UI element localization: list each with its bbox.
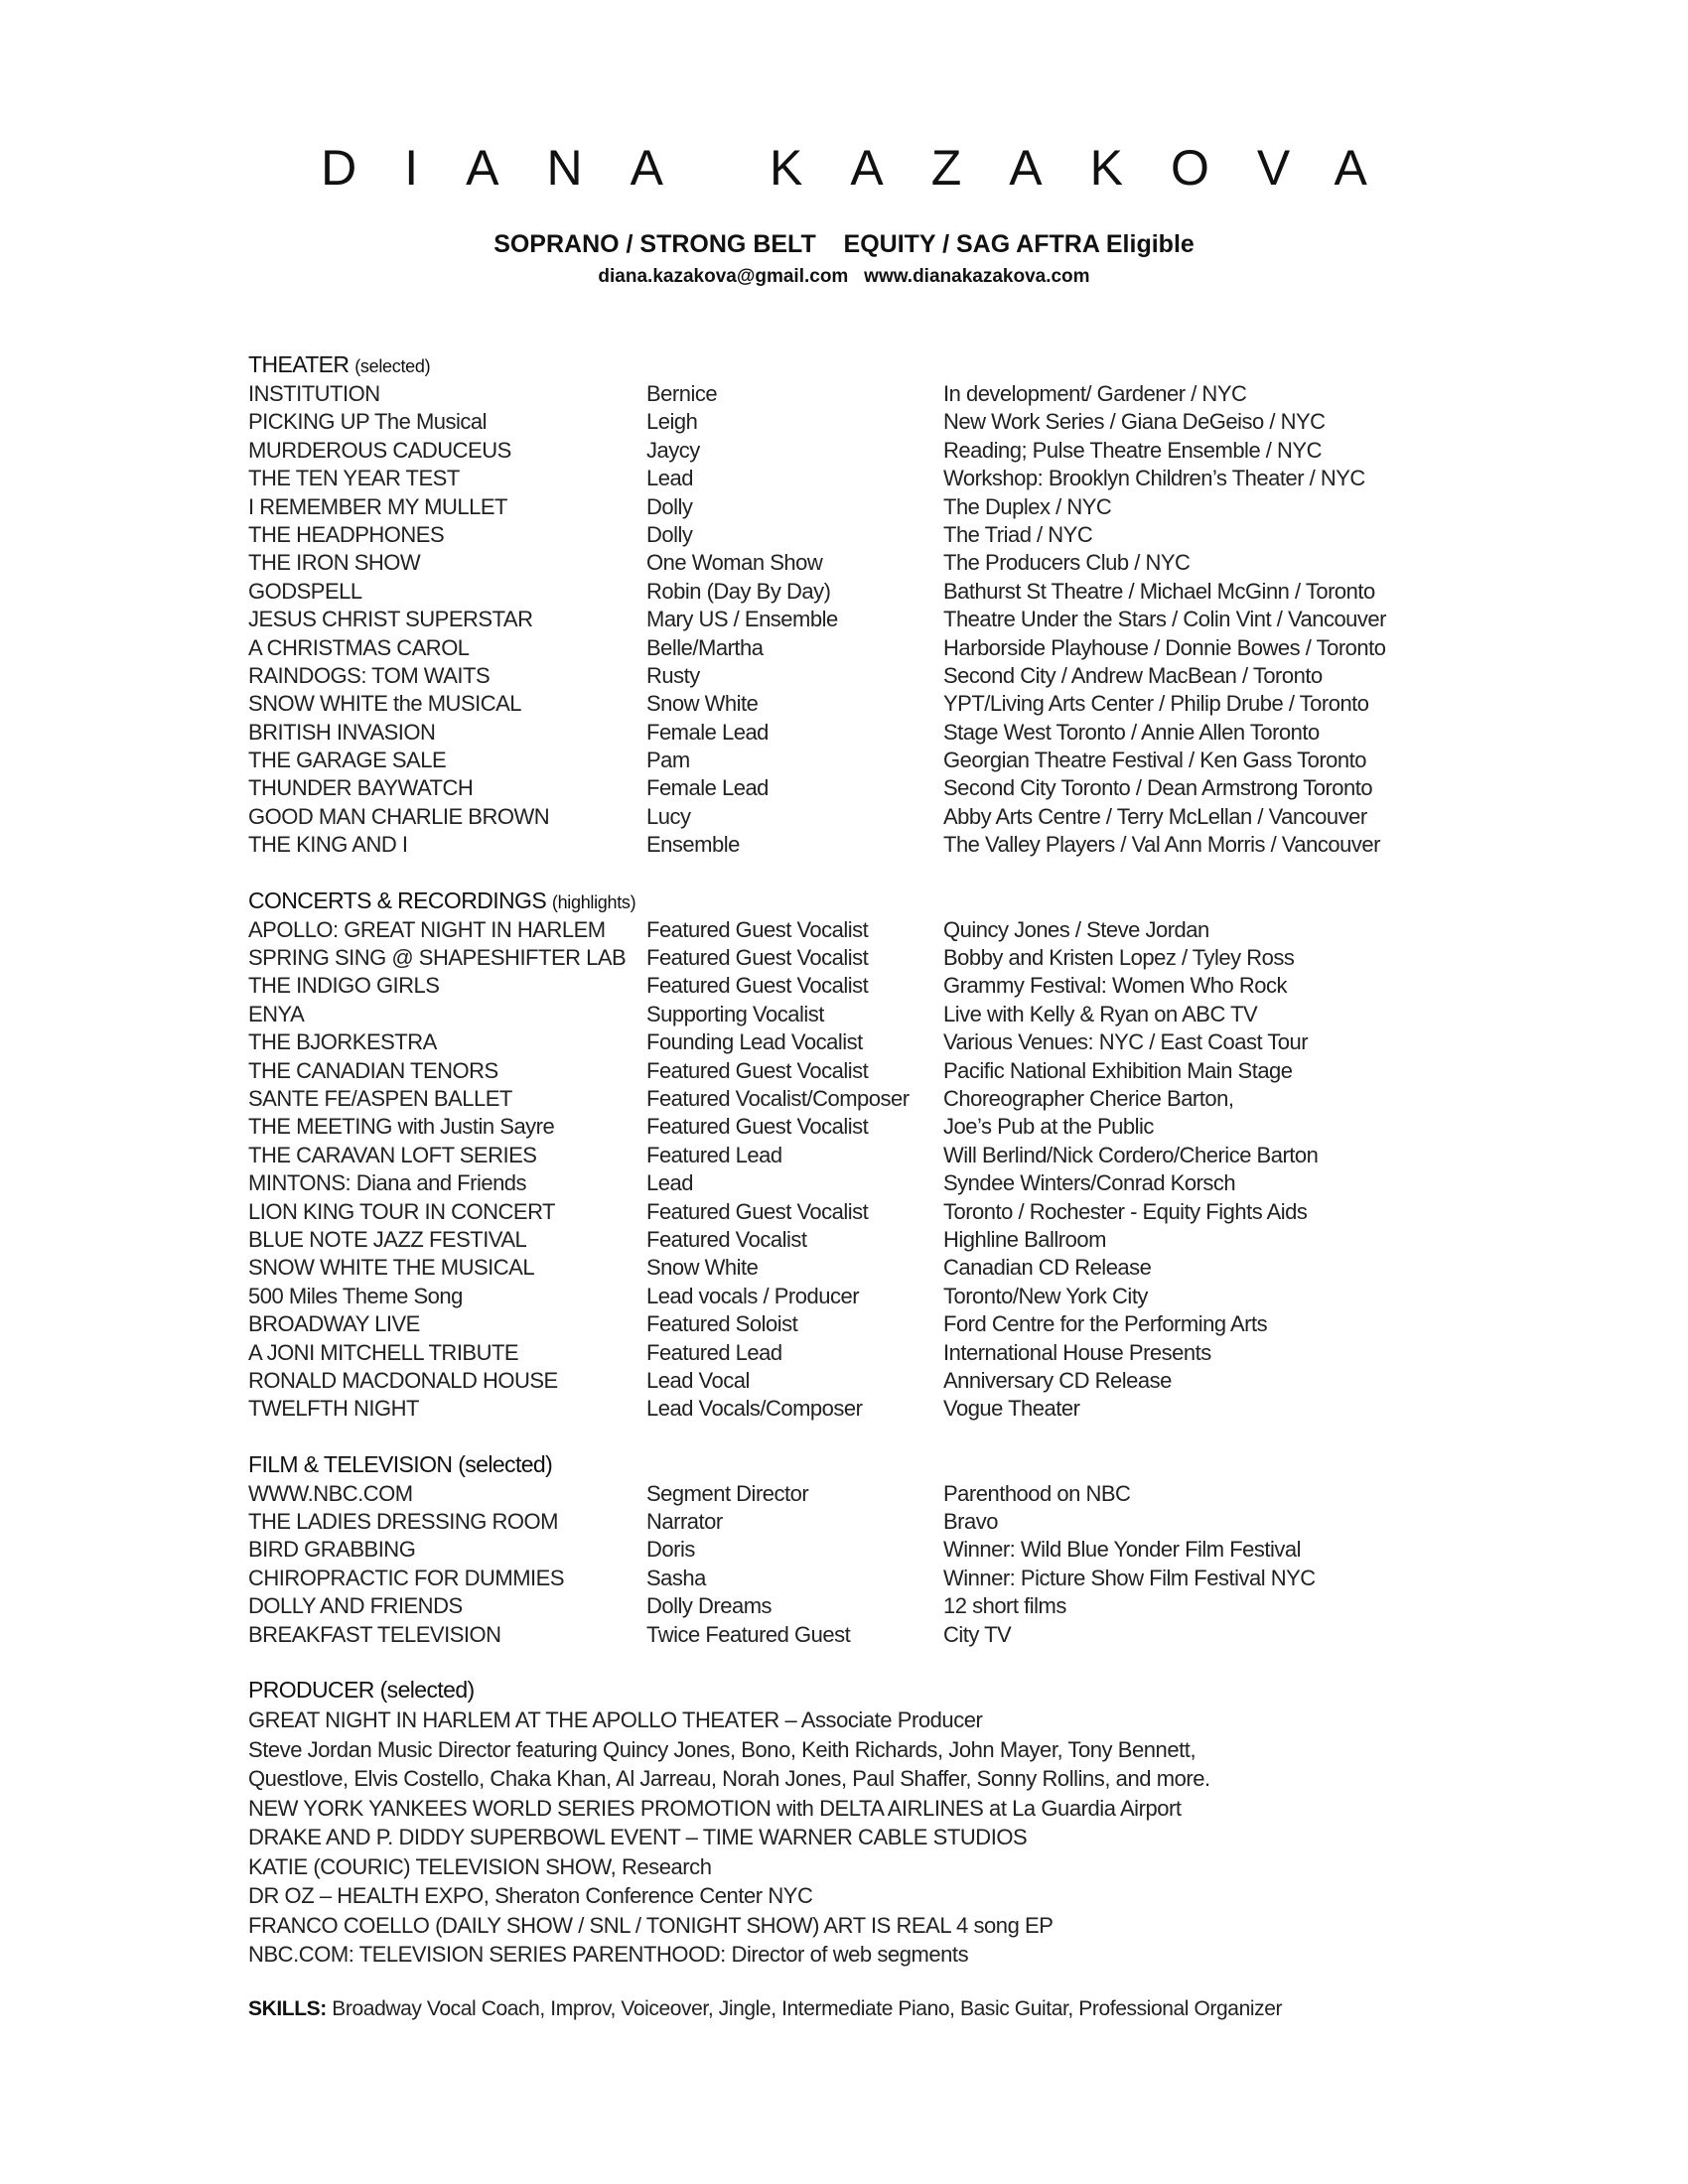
credit-venue: The Producers Club / NYC	[943, 550, 1191, 576]
section-note: (selected)	[379, 1677, 475, 1704]
credit-row	[248, 1085, 1479, 1113]
credit-row	[248, 803, 1479, 831]
credit-production: DOLLY AND FRIENDS	[248, 1593, 463, 1619]
credit-role: Female Lead	[646, 775, 769, 801]
credit-production: RONALD MACDONALD HOUSE	[248, 1367, 558, 1393]
credit-role: Segment Director	[646, 1480, 809, 1506]
credit-role: Featured Guest Vocalist	[646, 1114, 869, 1140]
credit-venue: Winner: Wild Blue Yonder Film Festival	[943, 1537, 1302, 1563]
credit-venue: Bravo	[943, 1509, 998, 1535]
credit-venue: Choreographer Cherice Barton,	[943, 1085, 1234, 1111]
credit-venue: Parenthood on NBC	[943, 1480, 1131, 1506]
credit-venue: City TV	[943, 1621, 1012, 1647]
credit-venue: Canadian CD Release	[943, 1255, 1152, 1281]
credit-role: Female Lead	[646, 719, 769, 745]
credits-table	[248, 1480, 1479, 1649]
credit-role: Dolly	[646, 521, 693, 547]
credit-venue: Harborside Playhouse / Donnie Bowes / Toronto	[943, 634, 1386, 660]
producer-credit: Questlove, Elvis Costello, Chaka Khan, Al Jarreau, Norah Jones, Paul Shaffer, Sonny Rollins, and more.	[248, 1766, 1210, 1792]
credit-venue: Winner: Picture Show Film Festival NYC	[943, 1565, 1316, 1590]
credit-production: THE KING AND I	[248, 832, 408, 858]
producer-credit: NEW YORK YANKEES WORLD SERIES PROMOTION with DELTA AIRLINES at La Guardia Airport	[248, 1795, 1182, 1821]
credit-venue: The Triad / NYC	[943, 521, 1093, 547]
credit-production: BRITISH INVASION	[248, 719, 436, 745]
credit-row	[248, 634, 1479, 662]
credit-row	[248, 1028, 1479, 1056]
credit-venue: Toronto/New York City	[943, 1283, 1148, 1308]
credit-production: THE GARAGE SALE	[248, 748, 447, 773]
credit-production: RAINDOGS: TOM WAITS	[248, 662, 491, 688]
credit-row	[248, 437, 1479, 465]
credit-role: Jaycy	[646, 437, 700, 463]
credit-venue: Pacific National Exhibition Main Stage	[943, 1057, 1293, 1083]
credit-production: THUNDER BAYWATCH	[248, 775, 474, 801]
credit-row	[248, 1198, 1479, 1226]
credit-venue: Bathurst St Theatre / Michael McGinn / Toronto	[943, 578, 1375, 604]
credit-row	[248, 1001, 1479, 1028]
credit-production: BIRD GRABBING	[248, 1537, 416, 1563]
credit-role: Lead Vocal	[646, 1367, 750, 1393]
credit-production: THE TEN YEAR TEST	[248, 466, 460, 491]
skills-text: Broadway Vocal Coach, Improv, Voiceover, Jingle, Intermediate Piano, Basic Guitar, Professional Organizer	[326, 1996, 1283, 2020]
credit-role: One Woman Show	[646, 550, 823, 576]
credit-venue: Toronto / Rochester - Equity Fights Aids	[943, 1198, 1308, 1224]
credit-venue: Second City / Andrew MacBean / Toronto	[943, 662, 1323, 688]
credit-venue: Stage West Toronto / Annie Allen Toronto	[943, 719, 1320, 745]
credit-row	[248, 774, 1479, 802]
credit-row	[248, 1283, 1479, 1310]
credit-row	[248, 493, 1479, 521]
resume-body	[248, 349, 1479, 2021]
credit-venue: Joe’s Pub at the Public	[943, 1114, 1154, 1140]
credit-production: SPRING SING @ SHAPESHIFTER LAB	[248, 945, 627, 971]
credit-row	[248, 944, 1479, 972]
credit-role: Doris	[646, 1537, 695, 1563]
credit-venue: Highline Ballroom	[943, 1226, 1106, 1252]
credit-role: Featured Guest Vocalist	[646, 1198, 869, 1224]
credit-row	[248, 408, 1479, 436]
credit-role: Featured Guest Vocalist	[646, 1057, 869, 1083]
contact-line: diana.kazakova@gmail.com www.dianakazakova.com	[598, 266, 1090, 287]
credit-role: Dolly	[646, 493, 693, 519]
credit-row	[248, 1367, 1479, 1395]
credit-production: THE BJORKESTRA	[248, 1029, 437, 1055]
credit-production: THE LADIES DRESSING ROOM	[248, 1509, 558, 1535]
credit-role: Mary US / Ensemble	[646, 607, 838, 632]
credit-production: SNOW WHITE THE MUSICAL	[248, 1255, 535, 1281]
credit-row	[248, 1621, 1479, 1649]
credit-role: Snow White	[646, 1255, 759, 1281]
credit-venue: 12 short films	[943, 1593, 1066, 1619]
credit-venue: Georgian Theatre Festival / Ken Gass Toronto	[943, 748, 1366, 773]
section-note: (selected)	[458, 1450, 553, 1477]
credit-role: Lucy	[646, 803, 691, 829]
credit-row	[248, 1113, 1479, 1141]
credit-venue: Quincy Jones / Steve Jordan	[943, 916, 1209, 942]
credit-row	[248, 1480, 1479, 1508]
credit-production: WWW.NBC.COM	[248, 1480, 413, 1506]
credit-venue: Various Venues: NYC / East Coast Tour	[943, 1029, 1309, 1055]
credit-row	[248, 662, 1479, 690]
credit-row	[248, 549, 1479, 577]
credit-role: Snow White	[646, 691, 759, 717]
producer-credit: Steve Jordan Music Director featuring Quincy Jones, Bono, Keith Richards, John Mayer, Tony Bennett,	[248, 1736, 1196, 1762]
credit-venue: Will Berlind/Nick Cordero/Cherice Barton	[943, 1142, 1319, 1167]
credit-role: Featured Vocalist	[646, 1226, 807, 1252]
credit-row	[248, 1565, 1479, 1592]
credit-production: JESUS CHRIST SUPERSTAR	[248, 607, 533, 632]
credit-production: 500 Miles Theme Song	[248, 1283, 463, 1308]
theater-section	[248, 349, 1479, 860]
film-tv-section	[248, 1449, 1479, 1649]
credit-row	[248, 465, 1479, 492]
credit-production: THE MEETING with Justin Sayre	[248, 1114, 555, 1140]
credit-production: PICKING UP The Musical	[248, 409, 488, 435]
producer-credit: FRANCO COELLO (DAILY SHOW / SNL / TONIGHT SHOW) ART IS REAL 4 song EP	[248, 1912, 1054, 1938]
credit-production: MURDEROUS CADUCEUS	[248, 437, 511, 463]
credit-venue: In development/ Gardener / NYC	[943, 381, 1247, 406]
credit-role: Supporting Vocalist	[646, 1001, 824, 1026]
credit-production: A JONI MITCHELL TRIBUTE	[248, 1339, 519, 1365]
credit-production: CHIROPRACTIC FOR DUMMIES	[248, 1565, 564, 1590]
credit-role: Featured Guest Vocalist	[646, 916, 869, 942]
credit-venue: Syndee Winters/Conrad Korsch	[943, 1170, 1236, 1196]
credits-table	[248, 380, 1479, 860]
credit-row	[248, 1339, 1479, 1367]
credit-row	[248, 380, 1479, 408]
credit-production: LION KING TOUR IN CONCERT	[248, 1198, 555, 1224]
producer-credit: KATIE (COURIC) TELEVISION SHOW, Research	[248, 1853, 712, 1879]
credit-production: THE HEADPHONES	[248, 521, 445, 547]
credit-production: INSTITUTION	[248, 381, 380, 406]
credit-role: Featured Guest Vocalist	[646, 945, 869, 971]
credit-production: BREAKFAST TELEVISION	[248, 1621, 501, 1647]
credit-role: Bernice	[646, 381, 718, 406]
credit-venue: New Work Series / Giana DeGeiso / NYC	[943, 409, 1326, 435]
credit-role: Sasha	[646, 1565, 706, 1590]
credit-venue: YPT/Living Arts Center / Philip Drube / Toronto	[943, 691, 1369, 717]
credit-venue: Ford Centre for the Performing Arts	[943, 1311, 1268, 1337]
section-title: THEATER	[248, 351, 350, 377]
producer-credit: GREAT NIGHT IN HARLEM AT THE APOLLO THEATER – Associate Producer	[248, 1707, 983, 1733]
skills-line	[248, 1997, 1479, 2021]
credit-venue: Reading; Pulse Theatre Ensemble / NYC	[943, 437, 1322, 463]
credit-row	[248, 1142, 1479, 1169]
credit-role: Pam	[646, 748, 690, 773]
credit-production: THE INDIGO GIRLS	[248, 973, 440, 999]
credit-production: GOOD MAN CHARLIE BROWN	[248, 803, 550, 829]
performer-name: DIANA KAZAKOVA	[321, 140, 1415, 196]
credit-role: Robin (Day By Day)	[646, 578, 831, 604]
credit-venue: Workshop: Brooklyn Children’s Theater / NYC	[943, 466, 1365, 491]
credit-role: Leigh	[646, 409, 698, 435]
credit-row	[248, 1508, 1479, 1536]
credit-role: Lead vocals / Producer	[646, 1283, 860, 1308]
credit-role: Featured Soloist	[646, 1311, 798, 1337]
credit-production: THE IRON SHOW	[248, 550, 421, 576]
credit-venue: Live with Kelly & Ryan on ABC TV	[943, 1001, 1258, 1026]
credit-role: Featured Lead	[646, 1142, 782, 1167]
credit-row	[248, 719, 1479, 747]
credit-production: GODSPELL	[248, 578, 362, 604]
credit-row	[248, 1310, 1479, 1338]
credit-venue: Anniversary CD Release	[943, 1367, 1172, 1393]
producer-credit: NBC.COM: TELEVISION SERIES PARENTHOOD: Director of web segments	[248, 1942, 969, 1968]
credit-production: I REMEMBER MY MULLET	[248, 493, 507, 519]
credit-role: Belle/Martha	[646, 634, 764, 660]
credit-production: ENYA	[248, 1001, 305, 1026]
producer-credit: DR OZ – HEALTH EXPO, Sheraton Conference Center NYC	[248, 1883, 813, 1909]
credits-table	[248, 916, 1479, 1424]
producer-list	[248, 1706, 1479, 1970]
credit-row	[248, 1254, 1479, 1282]
section-heading	[248, 1675, 1479, 1706]
credit-row	[248, 747, 1479, 774]
skills-label: SKILLS:	[248, 1996, 327, 2020]
credit-role: Ensemble	[646, 832, 740, 858]
credit-venue: Vogue Theater	[943, 1396, 1080, 1422]
credit-venue: The Duplex / NYC	[943, 493, 1112, 519]
credit-venue: Theatre Under the Stars / Colin Vint / Vancouver	[943, 607, 1386, 632]
credit-venue: Bobby and Kristen Lopez / Tyley Ross	[943, 945, 1295, 971]
credit-production: BROADWAY LIVE	[248, 1311, 420, 1337]
section-title: FILM & TELEVISION	[248, 1450, 453, 1477]
credit-role: Narrator	[646, 1509, 723, 1535]
credit-role: Founding Lead Vocalist	[646, 1029, 863, 1055]
credit-row	[248, 972, 1479, 1000]
section-heading	[248, 349, 1479, 380]
credit-role: Rusty	[646, 662, 700, 688]
credit-role: Featured Guest Vocalist	[646, 973, 869, 999]
concerts-section	[248, 886, 1479, 1424]
voice-type-and-union: SOPRANO / STRONG BELT EQUITY / SAG AFTRA Eligible	[493, 230, 1195, 258]
credit-production: TWELFTH NIGHT	[248, 1396, 419, 1422]
section-title: CONCERTS & RECORDINGS	[248, 887, 547, 913]
credit-role: Dolly Dreams	[646, 1593, 773, 1619]
credit-row	[248, 1592, 1479, 1620]
credit-row	[248, 1169, 1479, 1197]
credit-production: BLUE NOTE JAZZ FESTIVAL	[248, 1226, 527, 1252]
credit-production: APOLLO: GREAT NIGHT IN HARLEM	[248, 916, 606, 942]
section-note: (highlights)	[551, 891, 636, 912]
credit-row	[248, 1536, 1479, 1564]
credit-row	[248, 1057, 1479, 1085]
credit-production: MINTONS: Diana and Friends	[248, 1170, 527, 1196]
credit-row	[248, 1395, 1479, 1423]
credit-row	[248, 916, 1479, 944]
credit-row	[248, 606, 1479, 633]
credit-role: Lead Vocals/Composer	[646, 1396, 863, 1422]
credit-production: THE CANADIAN TENORS	[248, 1057, 498, 1083]
producer-credit: DRAKE AND P. DIDDY SUPERBOWL EVENT – TIME WARNER CABLE STUDIOS	[248, 1825, 1028, 1850]
section-note: (selected)	[354, 356, 431, 376]
credit-role: Lead	[646, 1170, 693, 1196]
credit-row	[248, 521, 1479, 549]
section-heading	[248, 1449, 1479, 1480]
credit-venue: Second City Toronto / Dean Armstrong Toronto	[943, 775, 1373, 801]
credit-production: THE CARAVAN LOFT SERIES	[248, 1142, 537, 1167]
section-heading	[248, 886, 1479, 916]
credit-venue: International House Presents	[943, 1339, 1211, 1365]
credit-venue: The Valley Players / Val Ann Morris / Vancouver	[943, 832, 1380, 858]
credit-row	[248, 690, 1479, 718]
producer-section	[248, 1675, 1479, 1970]
section-title: PRODUCER	[248, 1677, 374, 1704]
credit-venue: Abby Arts Centre / Terry McLellan / Vancouver	[943, 803, 1367, 829]
credit-row	[248, 831, 1479, 859]
credit-role: Twice Featured Guest	[646, 1621, 851, 1647]
credit-row	[248, 578, 1479, 606]
credit-production: A CHRISTMAS CAROL	[248, 634, 470, 660]
credit-venue: Grammy Festival: Women Who Rock	[943, 973, 1287, 999]
credit-row	[248, 1226, 1479, 1254]
credit-role: Lead	[646, 466, 693, 491]
credit-production: SNOW WHITE the MUSICAL	[248, 691, 522, 717]
credit-role: Featured Lead	[646, 1339, 782, 1365]
credit-role: Featured Vocalist/Composer	[646, 1085, 910, 1111]
credit-production: SANTE FE/ASPEN BALLET	[248, 1085, 512, 1111]
